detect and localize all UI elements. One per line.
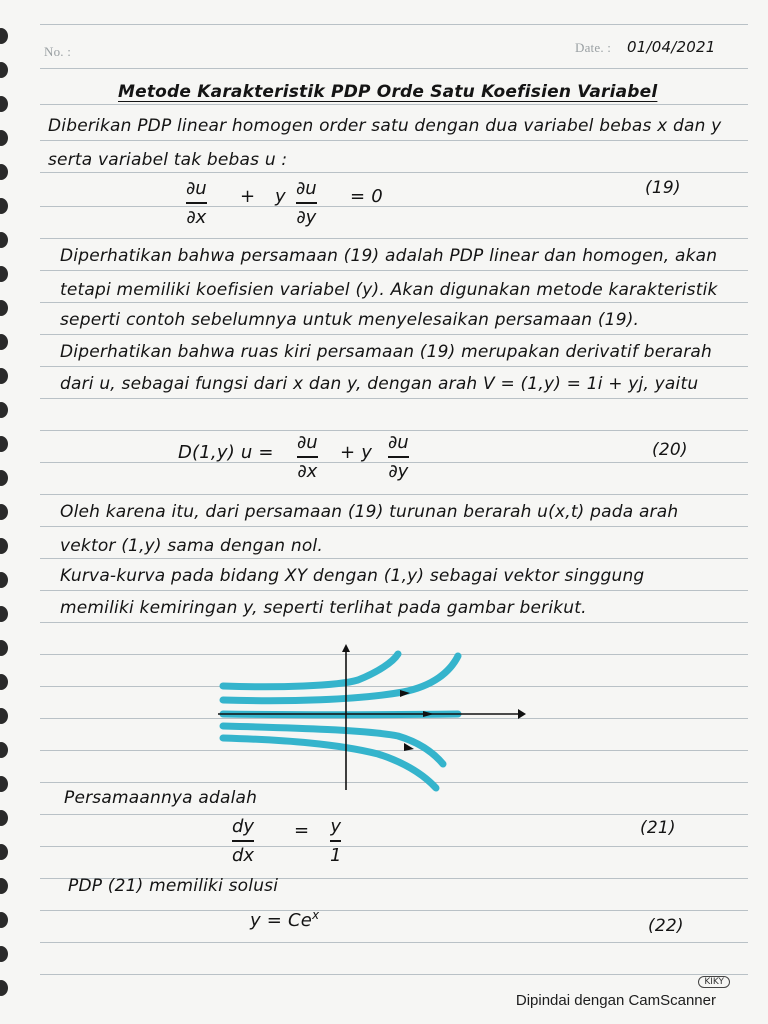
text-line: serta variabel tak bebas u : <box>48 150 288 170</box>
coefficient: y <box>275 186 286 207</box>
text-line: Diperhatikan bahwa ruas kiri persamaan (19) merupakan derivatif berarah <box>60 342 712 362</box>
equation-number: (22) <box>648 916 684 936</box>
text-line: Diperhatikan bahwa persamaan (19) adalah PDP linear dan homogen, akan <box>60 246 718 266</box>
plus-sign: + <box>240 186 256 207</box>
text-line: vektor (1,y) sama dengan nol. <box>60 536 323 556</box>
date-value: 01/04/2021 <box>627 38 716 56</box>
fraction <box>186 178 207 228</box>
plus-coefficient: + y <box>340 442 373 463</box>
fraction <box>388 432 409 482</box>
fraction <box>330 816 341 866</box>
expression-base: y = Ce <box>250 910 313 931</box>
x-axis-arrowhead <box>518 709 526 719</box>
equation-expression <box>250 908 319 931</box>
fraction <box>232 816 254 866</box>
characteristic-curve <box>223 656 458 701</box>
brand-stamp: KIKY <box>698 976 730 988</box>
exponent: x <box>312 908 320 922</box>
equation-number: (20) <box>652 440 688 460</box>
text-line: PDP (21) memiliki solusi <box>68 876 279 896</box>
characteristic-curves-figure <box>218 642 528 792</box>
text-line: tetapi memiliki koefisien variabel (y). Akan digunakan metode karakteristik <box>60 280 718 300</box>
equation-lhs: D(1,y) u = <box>178 442 274 463</box>
numerator: ∂u <box>186 178 207 199</box>
denominator: ∂x <box>186 206 207 228</box>
scanner-watermark: Dipindai dengan CamScanner <box>515 992 716 1009</box>
equation-number: (19) <box>645 178 681 198</box>
text-line: memiliki kemiringan y, seperti terlihat pada gambar berikut. <box>60 598 587 618</box>
denominator: ∂y <box>296 206 317 228</box>
page-title: Metode Karakteristik PDP Orde Satu Koefisien Variabel <box>118 82 658 102</box>
fraction <box>297 432 318 482</box>
equals-sign: = <box>294 820 310 841</box>
numerator: y <box>330 816 342 837</box>
numerator: ∂u <box>296 178 317 199</box>
text-line: seperti contoh sebelumnya untuk menyelesaikan persamaan (19). <box>60 310 640 330</box>
numerator: ∂u <box>388 432 409 453</box>
text-line: dari u, sebagai fungsi dari x dan y, dengan arah V = (1,y) = 1i + yj, yaitu <box>60 374 699 394</box>
y-axis-arrowhead <box>342 644 350 652</box>
text-line: Oleh karena itu, dari persamaan (19) turunan berarah u(x,t) pada arah <box>60 502 679 522</box>
denominator: ∂x <box>297 460 318 482</box>
number-label: No. : <box>44 44 71 59</box>
denominator: dx <box>232 844 255 866</box>
characteristic-curve <box>223 654 398 687</box>
text-line: Diberikan PDP linear homogen order satu dengan dua variabel bebas x dan y <box>48 116 722 136</box>
numerator: dy <box>232 816 255 837</box>
binding-holes <box>0 0 14 1024</box>
equation-number: (21) <box>640 818 676 838</box>
denominator: 1 <box>330 844 342 866</box>
numerator: ∂u <box>297 432 318 453</box>
denominator: ∂y <box>388 460 409 482</box>
date-label: Date. : <box>575 40 612 55</box>
equation-rhs: = 0 <box>350 186 383 207</box>
text-line: Persamaannya adalah <box>64 788 258 808</box>
text-line: Kurva-kurva pada bidang XY dengan (1,y) sebagai vektor singgung <box>60 566 645 586</box>
fraction <box>296 178 317 228</box>
